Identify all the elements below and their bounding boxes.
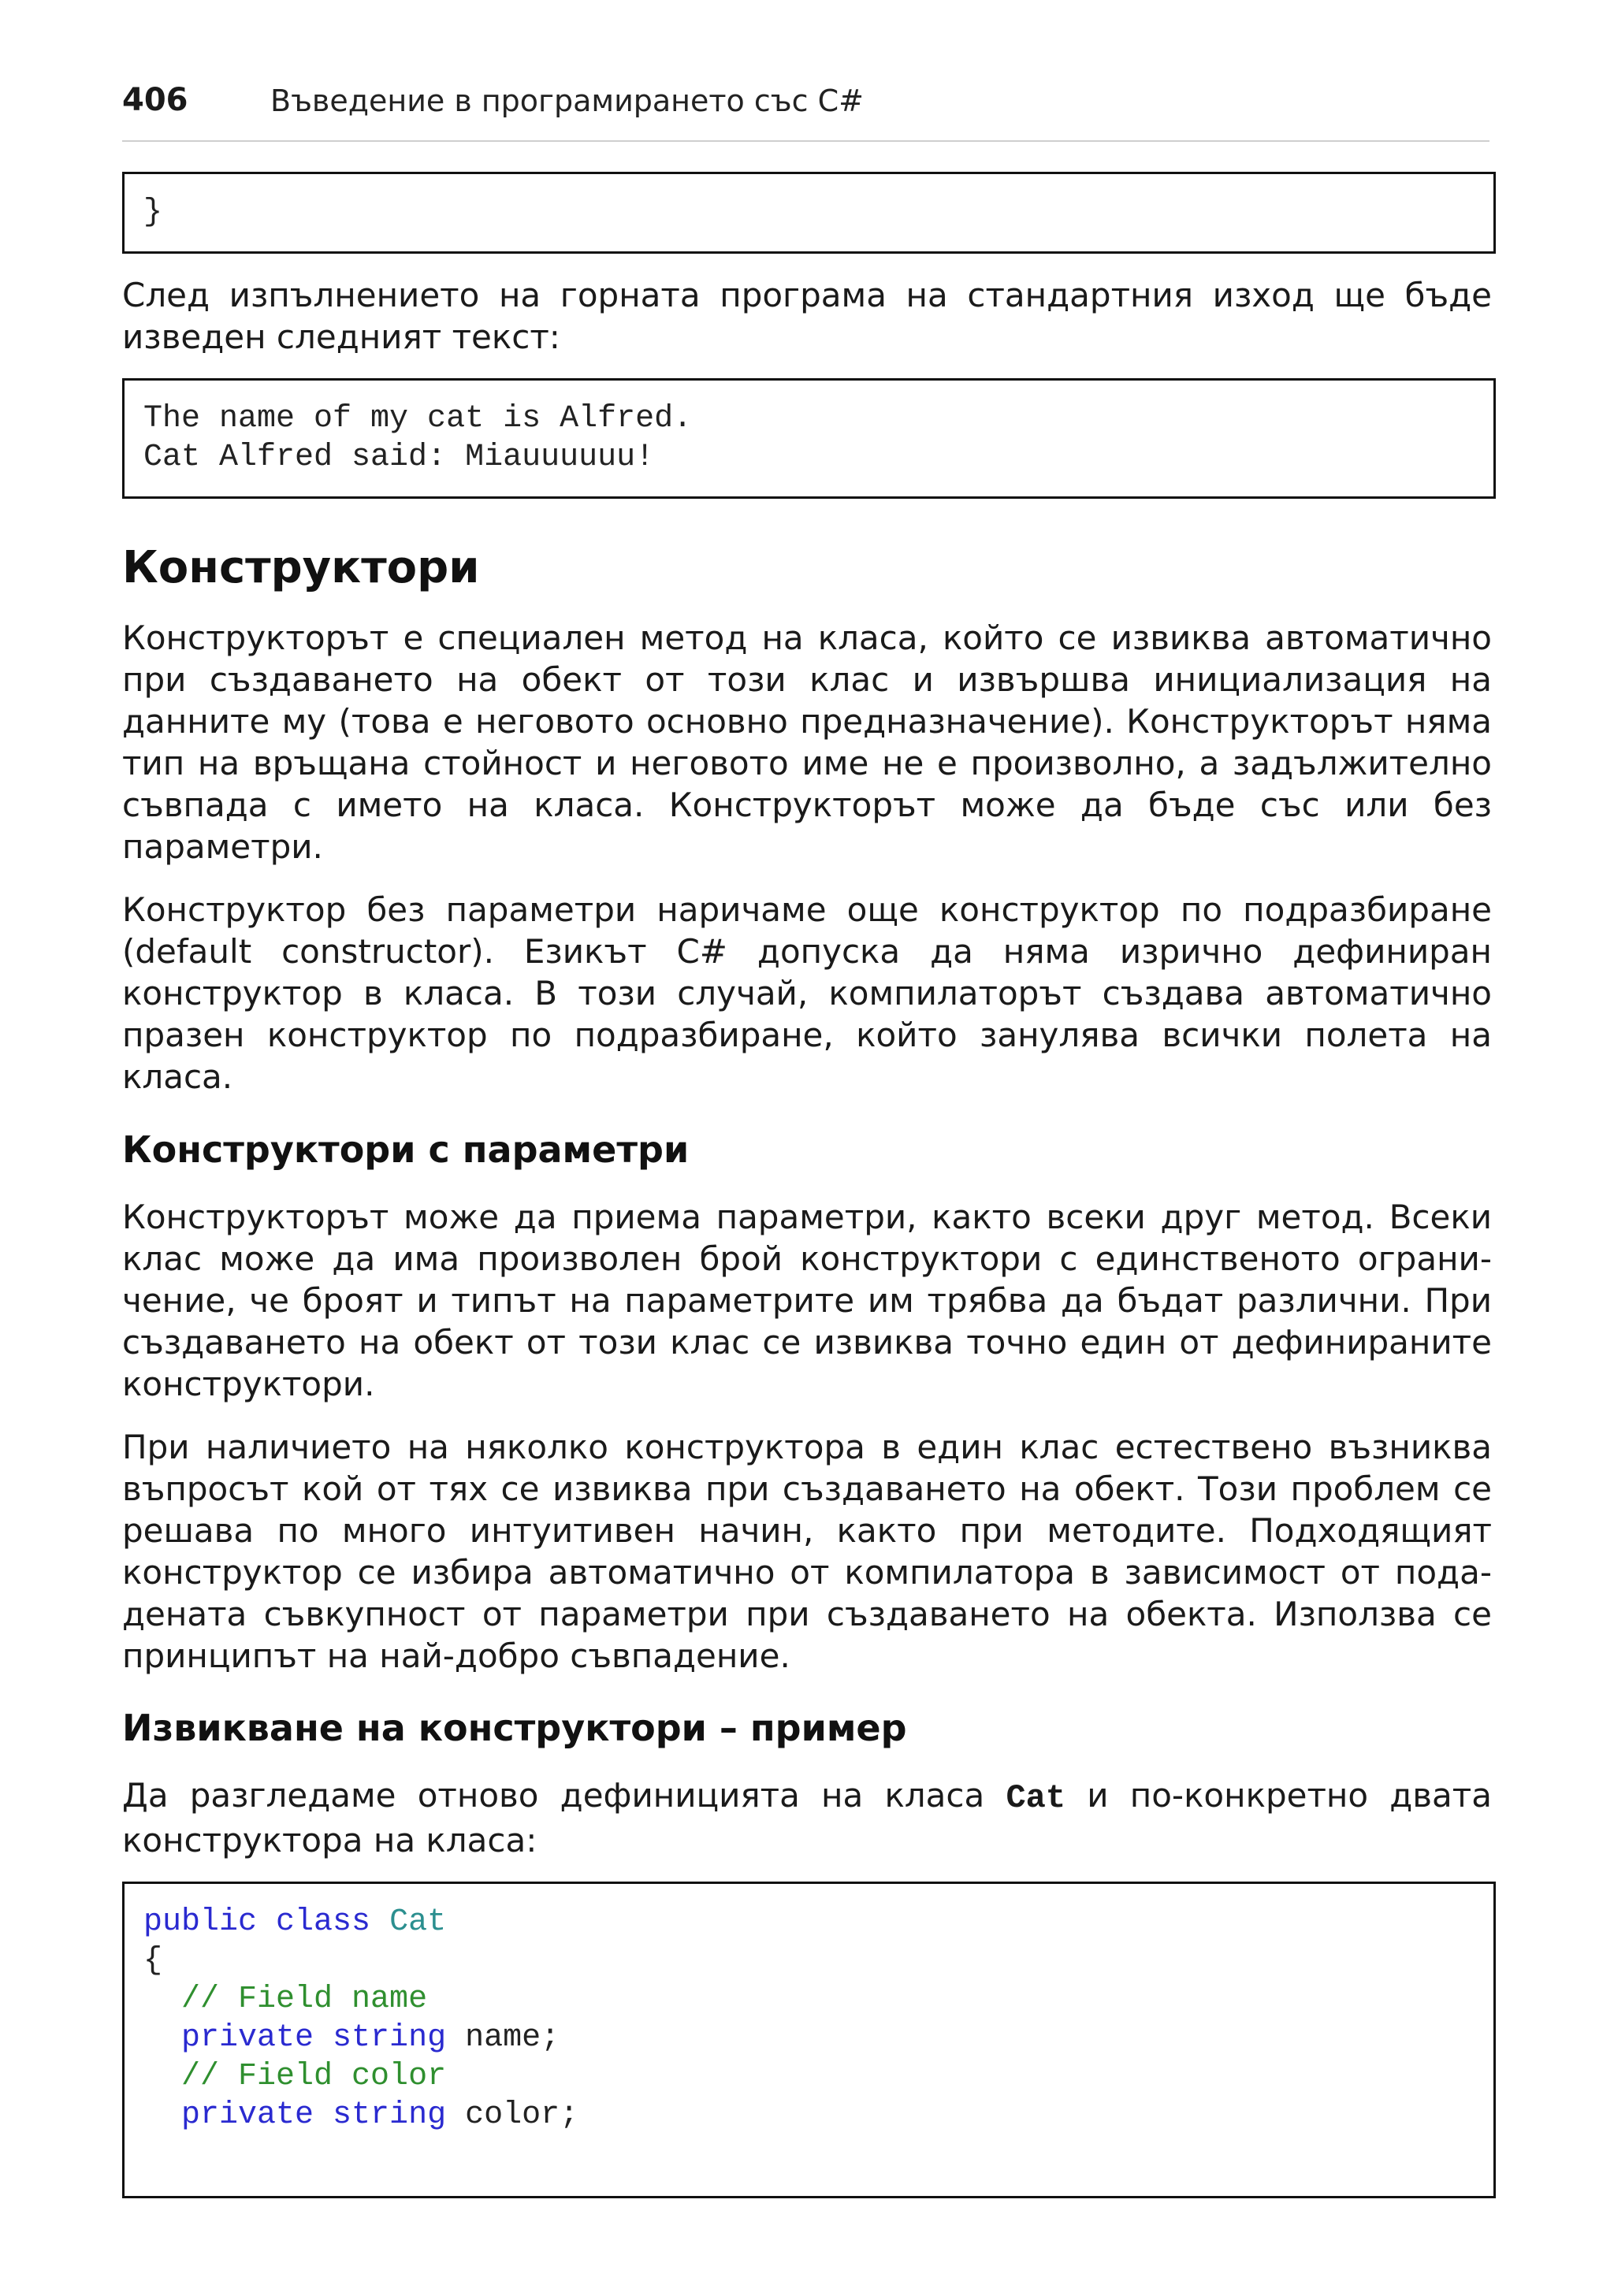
code-comment: // Field name	[181, 1982, 428, 2017]
running-title: Въведение в програмирането със C#	[270, 84, 864, 118]
code-identifier: color;	[465, 2097, 579, 2133]
code-line	[143, 1903, 1493, 1941]
code-line: }	[143, 195, 163, 230]
output-line: Cat Alfred said: Miauuuuuu!	[143, 440, 655, 475]
code-line	[143, 2057, 1493, 2096]
code-line: {	[143, 1943, 163, 1978]
code-keyword: private string	[181, 2097, 447, 2133]
code-line	[143, 2019, 1493, 2057]
page-header	[122, 79, 1489, 142]
output-block	[122, 378, 1496, 499]
code-keyword: public class	[143, 1904, 371, 1940]
code-identifier: name;	[465, 2020, 560, 2056]
code-line	[143, 2096, 1493, 2134]
page-number: 406	[122, 82, 188, 118]
example-paragraph	[122, 1774, 1492, 1861]
params-paragraph-1: Конструкторът може да приема параметри, както всеки друг метод. Всеки клас може да има произволен брой конструктори с единственото ограни-чение, че броят и типът на параметрите им трябва да бъдат различни. При създаването на обект от този клас се извиква точно един от дефинираните конструктори.	[122, 1198, 1492, 1403]
output-intro-paragraph: След изпълнението на горната програма на стандартния изход ще бъде изведен следният текст:	[122, 276, 1492, 356]
code-keyword: private string	[181, 2020, 447, 2056]
section-heading-example: Извикване на конструктори – пример	[122, 1707, 907, 1749]
example-text-after: и по-конкретно двата конструктора на класа:	[122, 1776, 1493, 1859]
code-line	[143, 1980, 1493, 2019]
constructors-paragraph-1: Конструкторът е специален метод на класа, който се извиква автоматично при създаването на обект от този клас и извършва инициализация на данните му (това е неговото основно предназначение). Конструкторът няма тип на връщана стойност и неговото име не е произволно, а задължително съвпада с името на класа. Конструкторът може да бъде със или без параметри.	[122, 619, 1492, 866]
code-block-top	[122, 172, 1496, 254]
code-comment: // Field color	[181, 2059, 447, 2094]
code-block-class-cat	[122, 1882, 1496, 2198]
section-heading-constructors: Конструктори	[122, 542, 480, 593]
example-text-before: Да разгледаме отново дефиницията на класа	[122, 1776, 985, 1815]
code-type: Cat	[389, 1904, 447, 1940]
constructors-paragraph-2: Конструктор без параметри наричаме още конструктор по подразбиране (default constructor). Езикът C# допуска да няма изрично дефиниран конструктор в класа. В този случай, компилаторът създава автоматично празен конструктор по подразбиране, който занулява всички полета на класа.	[122, 890, 1492, 1096]
params-paragraph-2: При наличието на няколко конструктора в един клас естествено възниква въпросът кой от тях се извиква при създаването на обект. Този проблем се решава по много интуитивен начин, както при методите. Подходящият конструктор се избира автоматично от компилатора в зависимост от пода-дената съвкупност от параметри при създаването на обекта. Използва се принципът на най-добро съвпадение.	[122, 1428, 1492, 1675]
section-heading-params: Конструктори с параметри	[122, 1128, 690, 1171]
output-line: The name of my cat is Alfred.	[143, 401, 693, 437]
inline-code-cat: Cat	[1006, 1779, 1066, 1817]
